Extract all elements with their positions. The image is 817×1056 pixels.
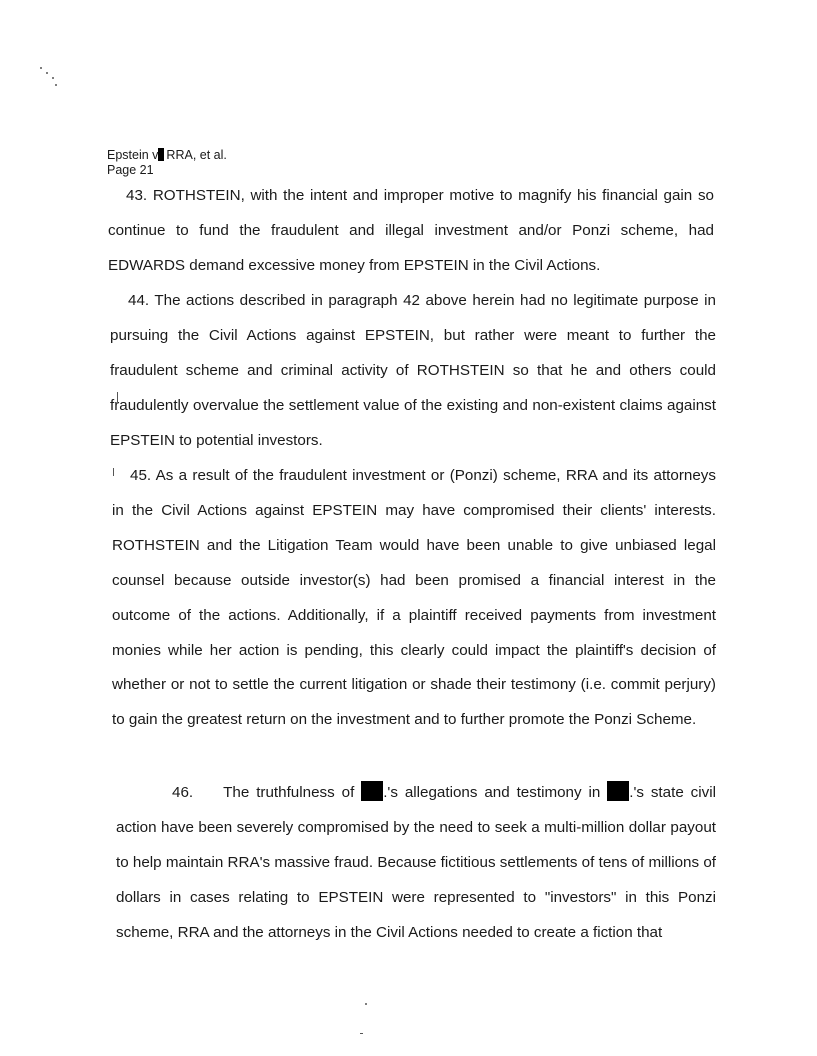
document-header [107,148,227,178]
redaction-block [607,781,629,801]
caption-right: RRA, et al. [166,148,227,162]
paragraph-45 [112,459,716,738]
caption-left: Epstein v [107,148,159,162]
redaction-block [361,781,383,801]
paragraph-text: The actions described in paragraph 42 above herein had no legitimate purpose in pursuing the Civil Actions against EPSTEIN, but rather were meant to further the fraudulent scheme and criminal activity of ROTHSTEIN so that he and others could fraudulently overvalue the settlement value of the existing and non-existent claims against EPSTEIN to potential investors. [110,292,716,449]
paragraph-number: 44. [128,292,150,309]
paragraph-number: 43. [126,187,148,204]
scan-speck [40,67,42,69]
paragraph-44 [110,284,716,459]
paragraph-text: ROTHSTEIN, with the intent and improper motive to magnify his financial gain so continue to fund the fraudulent and illegal investment and/or Ponzi scheme, had EDWARDS demand excessive money from EPSTEIN in the Civil Actions. [108,187,714,274]
page-number: Page 21 [107,163,154,177]
scan-speck [55,84,57,86]
case-caption [107,148,227,163]
scan-speck [52,77,54,79]
paragraph-number: 46. [172,784,194,801]
paragraph-text: As a result of the fraudulent investment or (Ponzi) scheme, RRA and its attorneys in the Civil Actions against EPSTEIN may have compromised their clients' interests. ROTHSTEIN and the Litigation Team would have been unable to give unbiased legal counsel because outside investor(s) had been promised a financial interest in the outcome of the actions. Additionally, if a plaintiff received payments from investment monies while her action is pending, this clearly could impact the plaintiff's decision of whether or not to settle the current litigation or shade their testimony (i.e. commit perjury) to gain the greatest return on the investment and to further promote the Ponzi Scheme. [112,467,716,729]
paragraph-43 [108,179,714,284]
paragraph-text: The truthfulness of [223,784,355,801]
scan-speck [46,72,48,74]
redaction-block [158,148,164,161]
paragraph-46 [116,776,716,951]
paragraph-text: .'s allegations and testimony in [383,784,601,801]
scan-speck [360,1033,363,1034]
paragraph-text: .'s state civil action have been severely compromised by the need to seek a multi-million dollar payout to help maintain RRA's massive fraud. Because fictitious settlements of tens of millions of dollars in cases relating to EPSTEIN were represented to "investors" in this Ponzi scheme, RRA and the attorneys in the Civil Actions needed to create a fiction that [116,784,716,941]
scan-speck [365,1003,367,1005]
paragraph-number: 45. [130,467,152,484]
